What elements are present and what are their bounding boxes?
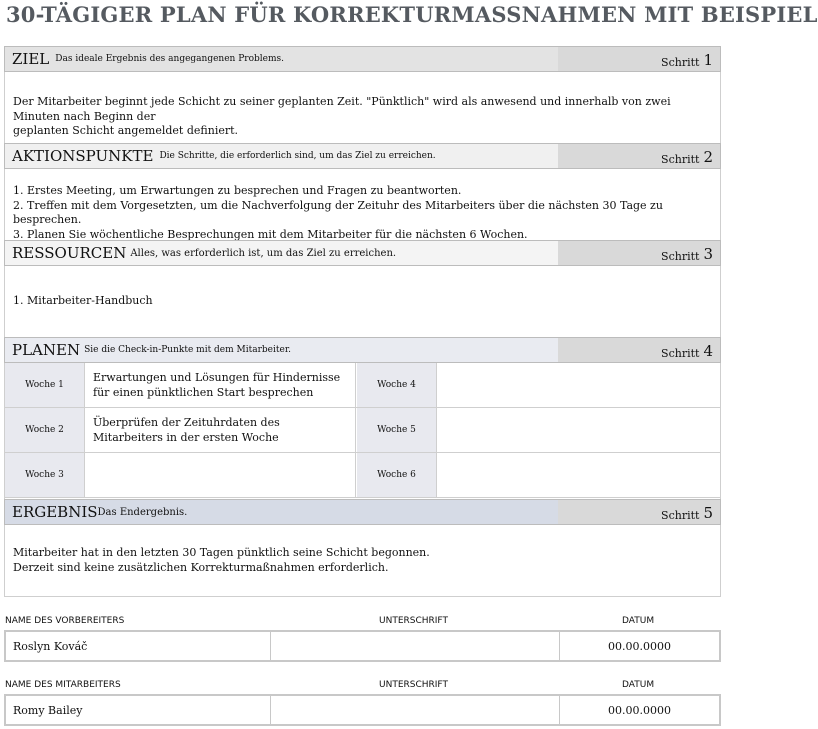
plan-row [5,453,720,498]
step-label: Schritt [661,153,700,166]
date-label: DATUM [622,616,655,626]
name-label: NAME DES MITARBEITERS [5,680,121,690]
plan-grid [4,363,721,499]
signature-label: UNTERSCHRIFT [379,616,448,626]
body-line: 3. Planen Sie wöchentliche Besprechungen mit dem Mitarbeiter für die nächsten 6 Wochen. [13,227,528,241]
section-description: Das Endergebnis. [97,506,188,518]
body-line: Derzeit sind keine zusätzlichen Korrekturmaßnahmen erforderlich. [13,560,389,574]
step-badge [558,241,720,265]
employee-date-field[interactable]: 00.00.0000 [608,703,671,717]
section-body-ziel [4,72,721,144]
section-heading: RESSOURCEN [12,244,127,262]
employee-name-field[interactable]: Romy Bailey [6,696,271,724]
page-title: 30-TÄGIGER PLAN FÜR KORREKTURMASSNAHMEN MIT BEISPIEL [6,2,818,27]
body-line: Der Mitarbeiter beginnt jede Schicht zu seiner geplanten Zeit. "Pünktlich" wird als anwesend und innerhalb von zwei Minuten nach Beginn der [13,95,671,123]
plan-row [5,363,720,408]
signature-label: UNTERSCHRIFT [379,680,448,690]
plan-row [5,408,720,453]
date-label: DATUM [622,680,655,690]
section-description: Sie die Check-in-Punkte mit dem Mitarbeiter. [84,345,291,355]
preparer-signature-labels [4,614,721,628]
body-line: 1. Mitarbeiter-Handbuch [13,294,153,307]
section-body-aktionspunkte [4,169,721,241]
section-header-ergebnis [4,499,721,525]
body-line: geplanten Schicht angemeldet definiert. [13,124,239,137]
section-header-aktionspunkte [4,143,721,169]
section-header-ziel [4,46,721,72]
employee-signature-field[interactable] [271,696,560,724]
week-plan-field[interactable]: Erwartungen und Lösungen für Hindernisse für einen pünktlichen Start besprechen [86,363,356,407]
section-heading: PLANEN [12,341,81,359]
step-label: Schritt [661,56,700,69]
section-description: Das ideale Ergebnis des angegangenen Problems. [55,54,284,64]
preparer-signature-field[interactable] [271,632,560,660]
step-number: 2 [703,148,713,166]
step-number: 3 [703,245,713,263]
week-label: Woche 3 [5,453,85,497]
week-plan-field[interactable] [86,453,356,497]
step-badge [558,47,720,71]
body-line: Mitarbeiter hat in den letzten 30 Tagen pünktlich seine Schicht begonnen. [13,546,430,559]
week-label: Woche 4 [357,363,437,407]
week-plan-field[interactable] [438,363,720,407]
preparer-name-field[interactable]: Roslyn Kováč [6,632,271,660]
section-description: Alles, was erforderlich ist, um das Ziel zu erreichen. [130,247,397,259]
week-plan-field[interactable] [438,408,720,452]
step-number: 5 [703,504,713,522]
section-description: Die Schritte, die erforderlich sind, um das Ziel zu erreichen. [159,151,436,161]
step-badge [558,500,720,524]
employee-signature-labels [4,678,721,692]
preparer-date-field[interactable]: 00.00.0000 [608,639,671,653]
body-line: 2. Treffen mit dem Vorgesetzten, um die Nachverfolgung der Zeituhr des Mitarbeiters über die nächsten 30 Tage zu besprechen. [13,198,663,226]
section-heading: ZIEL [12,50,50,68]
section-header-planen [4,337,721,363]
week-plan-field[interactable] [438,453,720,497]
step-label: Schritt [661,347,700,360]
week-label: Woche 5 [357,408,437,452]
body-line: 1. Erstes Meeting, um Erwartungen zu besprechen und Fragen zu beantworten. [13,184,462,197]
section-body-ergebnis [4,525,721,597]
section-header-ressourcen [4,240,721,266]
week-label: Woche 2 [5,408,85,452]
week-label: Woche 1 [5,363,85,407]
step-number: 1 [703,51,713,69]
section-body-ressourcen [4,266,721,338]
step-label: Schritt [661,509,700,522]
name-label: NAME DES VORBEREITERS [5,616,125,626]
week-plan-field[interactable]: Überprüfen der Zeituhrdaten des Mitarbeiters in der ersten Woche [86,408,356,452]
section-heading: ERGEBNIS [12,503,98,521]
step-badge [558,144,720,168]
week-label: Woche 6 [357,453,437,497]
step-badge [558,338,720,362]
step-number: 4 [703,342,713,360]
employee-signature-row [4,694,721,726]
step-label: Schritt [661,250,700,263]
preparer-signature-row [4,630,721,662]
section-heading: AKTIONSPUNKTE [12,147,154,165]
